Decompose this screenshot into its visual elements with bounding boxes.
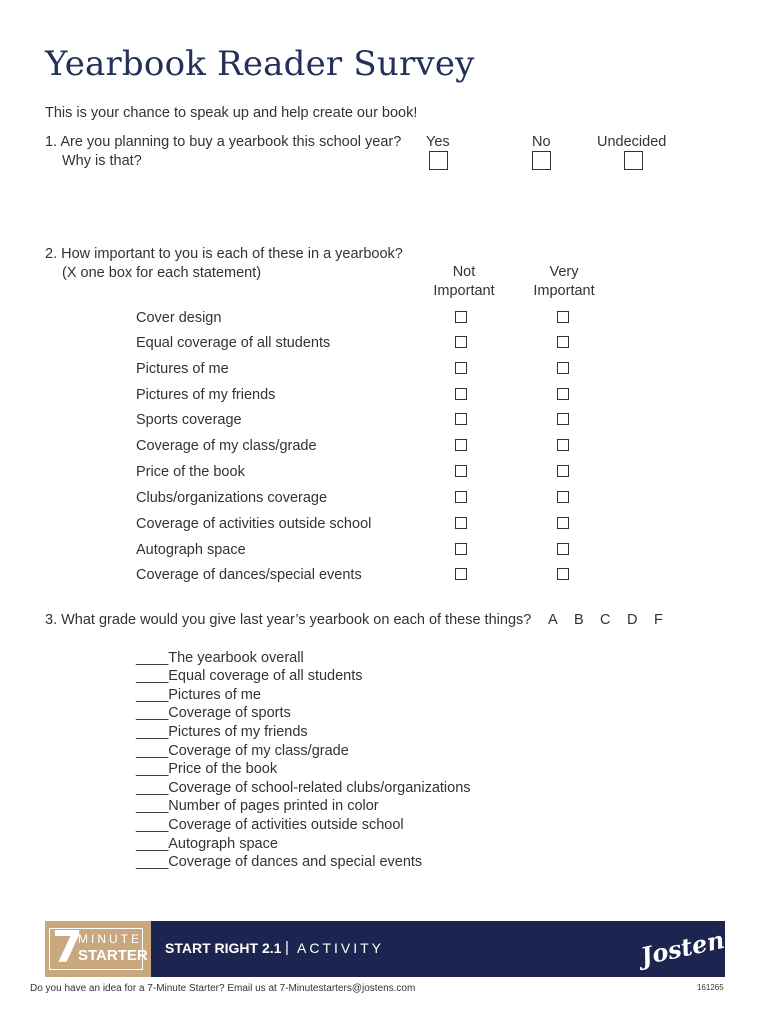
- q1-followup: Why is that?: [62, 153, 142, 169]
- q3-item[interactable]: ____Equal coverage of all students: [136, 668, 363, 684]
- q2-very-important-checkbox[interactable]: [557, 336, 569, 348]
- q2-very-important-checkbox[interactable]: [557, 568, 569, 580]
- q2-item-label: Coverage of activities outside school: [136, 516, 372, 532]
- q3-grade-d: D: [627, 612, 638, 628]
- q3-item[interactable]: ____Coverage of dances and special events: [136, 854, 423, 870]
- q2-col2-line1: Very: [549, 264, 579, 280]
- intro-text: This is your chance to speak up and help create our book!: [45, 105, 418, 121]
- q2-item-label: Coverage of dances/special events: [136, 567, 362, 583]
- q3-item[interactable]: ____Coverage of activities outside school: [136, 817, 404, 833]
- q2-very-important-checkbox[interactable]: [557, 413, 569, 425]
- q1-question: 1. Are you planning to buy a yearbook this school year?: [45, 134, 402, 150]
- q2-not-important-checkbox[interactable]: [455, 465, 467, 477]
- q2-col1-line2: Important: [433, 283, 495, 299]
- q1-no-checkbox[interactable]: [532, 151, 551, 170]
- activity-label: ACTIVITY: [297, 940, 385, 956]
- q1-yes-checkbox[interactable]: [429, 151, 448, 170]
- jostens-logo: Jostens: [638, 922, 741, 971]
- q3-item[interactable]: ____Coverage of my class/grade: [136, 743, 349, 759]
- q2-very-important-checkbox[interactable]: [557, 388, 569, 400]
- q2-not-important-checkbox[interactable]: [455, 568, 467, 580]
- q3-item[interactable]: ____Coverage of sports: [136, 705, 291, 721]
- q2-item-label: Equal coverage of all students: [136, 335, 331, 351]
- q2-not-important-checkbox[interactable]: [455, 517, 467, 529]
- q1-option-no-label: No: [532, 134, 551, 150]
- badge-starter-text: STARTER: [78, 947, 148, 964]
- q2-item-label: Coverage of my class/grade: [136, 438, 317, 454]
- q1-option-yes-label: Yes: [426, 134, 450, 150]
- q3-question: 3. What grade would you give last year’s yearbook on each of these things?: [45, 612, 532, 628]
- page-title: Yearbook Reader Survey: [45, 44, 475, 84]
- q2-very-important-checkbox[interactable]: [557, 311, 569, 323]
- q2-instruction: (X one box for each statement): [62, 265, 262, 281]
- q2-not-important-checkbox[interactable]: [455, 336, 467, 348]
- q1-option-undecided-label: Undecided: [597, 134, 667, 150]
- q2-not-important-checkbox[interactable]: [455, 439, 467, 451]
- q2-item-label: Sports coverage: [136, 412, 242, 428]
- q2-not-important-checkbox[interactable]: [455, 362, 467, 374]
- q3-item[interactable]: ____Pictures of me: [136, 687, 261, 703]
- q3-grade-b: B: [574, 612, 584, 628]
- q2-item-label: Cover design: [136, 310, 222, 326]
- footer-code: 161265: [697, 983, 724, 992]
- footer-email-line: Do you have an idea for a 7-Minute Starter? Email us at 7-Minutestarters@jostens.com: [30, 983, 416, 994]
- q1-undecided-checkbox[interactable]: [624, 151, 643, 170]
- q3-grade-f: F: [654, 612, 663, 628]
- badge-minute-text: MINUTE: [78, 932, 142, 946]
- q2-question: 2. How important to you is each of these in a yearbook?: [45, 246, 403, 262]
- footer-divider: |: [285, 939, 289, 956]
- q2-very-important-checkbox[interactable]: [557, 465, 569, 477]
- q2-col-not-important: [420, 263, 508, 301]
- q2-not-important-checkbox[interactable]: [455, 491, 467, 503]
- q2-very-important-checkbox[interactable]: [557, 439, 569, 451]
- q3-item[interactable]: ____Number of pages printed in color: [136, 798, 379, 814]
- q2-col-very-important: [520, 263, 608, 301]
- q2-item-label: Clubs/organizations coverage: [136, 490, 328, 506]
- q3-item[interactable]: ____Price of the book: [136, 761, 278, 777]
- start-right-label: START RIGHT 2.1: [165, 940, 282, 956]
- q2-col2-line2: Important: [533, 283, 595, 299]
- q3-item[interactable]: ____Autograph space: [136, 836, 278, 852]
- badge-number: 7: [52, 922, 83, 973]
- q2-not-important-checkbox[interactable]: [455, 413, 467, 425]
- q2-item-label: Autograph space: [136, 542, 246, 558]
- q2-not-important-checkbox[interactable]: [455, 388, 467, 400]
- q2-item-label: Pictures of my friends: [136, 387, 276, 403]
- q2-item-label: Pictures of me: [136, 361, 229, 377]
- q2-not-important-checkbox[interactable]: [455, 311, 467, 323]
- q2-item-label: Price of the book: [136, 464, 245, 480]
- q2-very-important-checkbox[interactable]: [557, 543, 569, 555]
- q3-item[interactable]: ____The yearbook overall: [136, 650, 304, 666]
- q3-item[interactable]: ____Pictures of my friends: [136, 724, 308, 740]
- q3-grade-c: C: [600, 612, 611, 628]
- q2-very-important-checkbox[interactable]: [557, 491, 569, 503]
- q3-grade-a: A: [548, 612, 558, 628]
- q3-item[interactable]: ____Coverage of school-related clubs/organizations: [136, 780, 471, 796]
- q2-very-important-checkbox[interactable]: [557, 362, 569, 374]
- q2-very-important-checkbox[interactable]: [557, 517, 569, 529]
- q2-not-important-checkbox[interactable]: [455, 543, 467, 555]
- q2-col1-line1: Not: [452, 264, 476, 280]
